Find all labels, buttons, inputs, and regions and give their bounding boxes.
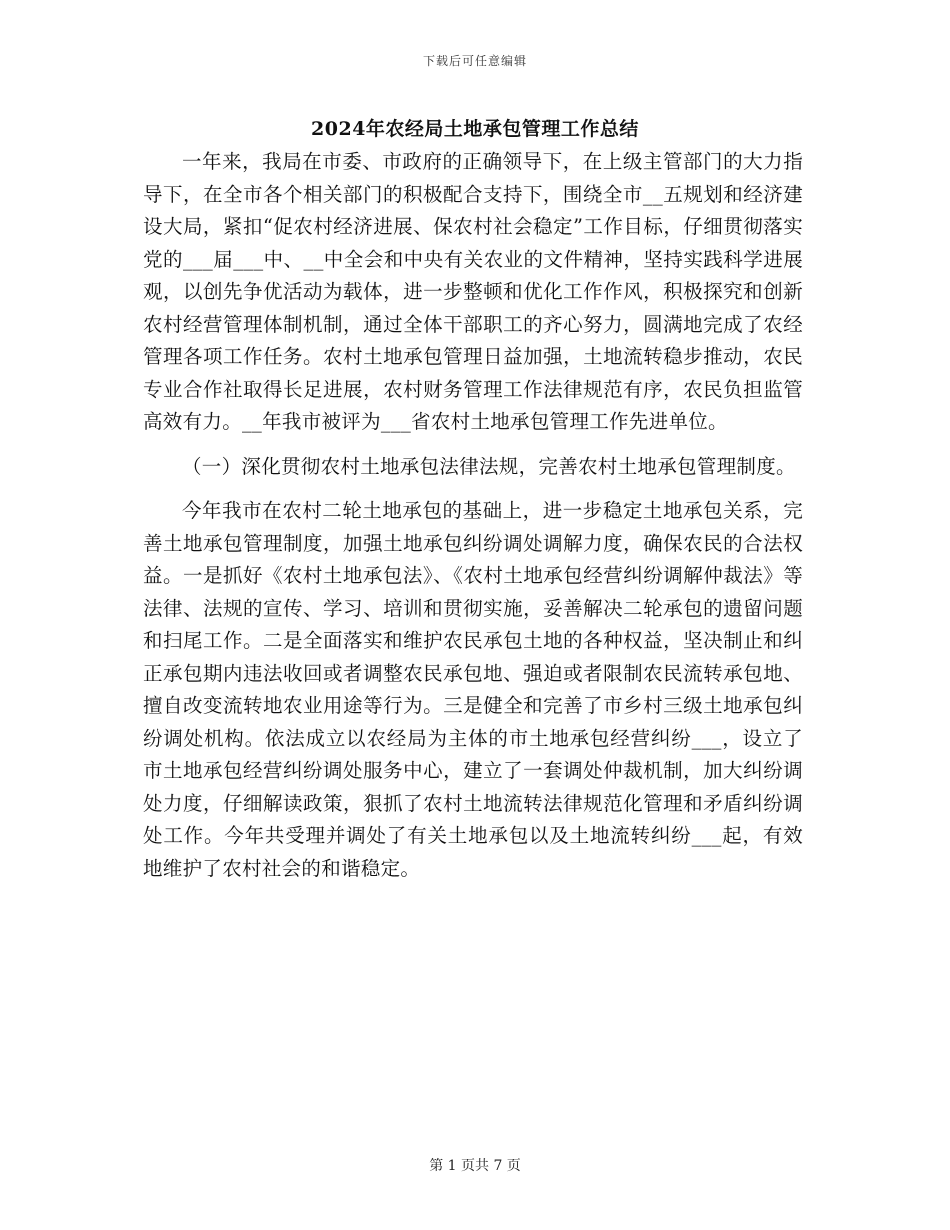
header-note: 下载后可任意编辑: [422, 54, 527, 68]
document-body: [143, 146, 803, 885]
document-title: 2024年农经局土地承包管理工作总结: [311, 118, 639, 140]
paragraph-intro: 一年来，我局在市委、市政府的正确领导下，在上级主管部门的大力指导下，在全市各个相关部门的积极配合支持下，围绕全市__五规划和经济建设大局，紧扣“促农村经济进展、保农村社会稳定”工作目标，仔细贯彻落实党的___届___中、__中全会和中央有关农业的文件精神，坚持实践科学进展观，以创先争优活动为载体，进一步整顿和优化工作作风，积极探究和创新农村经营管理体制机制，通过全体干部职工的齐心努力，圆满地完成了农经管理各项工作任务。农村土地承包管理日益加强，土地流转稳步推动，农民专业合作社取得长足进展，农村财务管理工作法律规范有序，农民负担监管高效有力。__年我市被评为___省农村土地承包管理工作先进单位。: [143, 150, 803, 433]
section-heading-1: （一）深化贯彻农村土地承包法律法规，完善农村土地承包管理制度。: [182, 454, 796, 478]
paragraph-section-1: 今年我市在农村二轮土地承包的基础上，进一步稳定土地承包关系，完善土地承包管理制度，加强土地承包纠纷调处调解力度，确保农民的合法权益。一是抓好《农村土地承包法》、《农村土地承包经营纠纷调解仲裁法》等法律、法规的宣传、学习、培训和贯彻实施，妥善解决二轮承包的遗留问题和扫尾工作。二是全面落实和维护农民承包土地的各种权益，坚决制止和纠正承包期内违法收回或者调整农民承包地、强迫或者限制农民流转承包地、擅自改变流转地农业用途等行为。三是健全和完善了市乡村三级土地承包纠纷调处机构。依法成立以农经局为主体的市土地承包经营纠纷___，设立了市土地承包经营纠纷调处服务中心，建立了一套调处仲裁机制，加大纠纷调处力度，仔细解读政策，狠抓了农村土地流转法律规范化管理和矛盾纠纷调处工作。今年共受理并调处了有关土地承包以及土地流转纠纷___起，有效地维护了农村社会的和谐稳定。: [143, 499, 803, 880]
page-number: 第 1 页共 7 页: [429, 1158, 521, 1174]
